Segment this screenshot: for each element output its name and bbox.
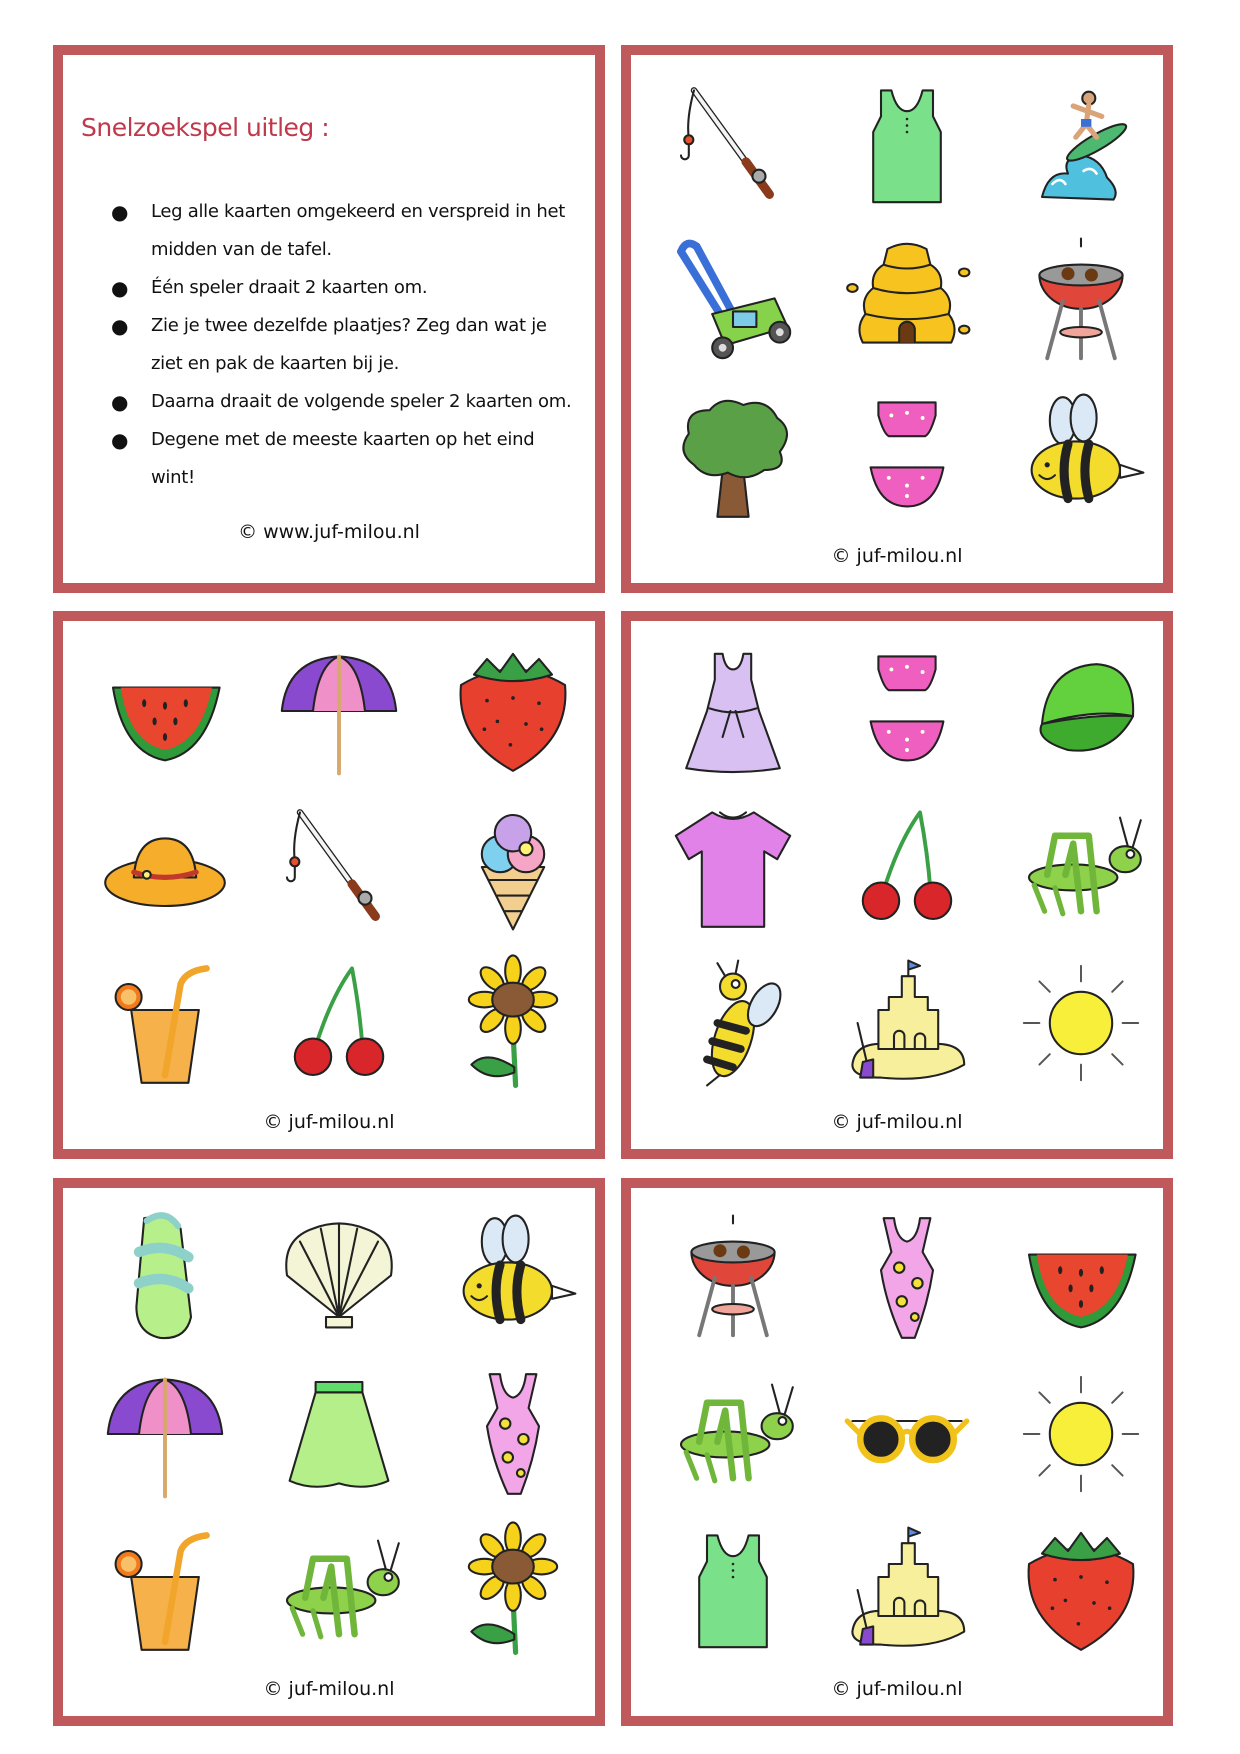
lemonade-icon	[100, 1525, 230, 1655]
grasshopper-icon	[274, 1525, 404, 1655]
picture-cell	[252, 789, 426, 945]
card-footer: © juf-milou.nl	[263, 1678, 395, 1700]
sunglasses-icon	[842, 1369, 972, 1499]
picture-cell	[646, 67, 820, 223]
grasshopper-icon	[668, 1369, 798, 1499]
picture-cell	[426, 1200, 600, 1356]
beach-umbrella-icon	[274, 646, 404, 776]
ice-cream-icon	[448, 802, 578, 932]
picture-grid	[646, 1200, 1168, 1668]
picture-cell	[78, 789, 252, 945]
picture-cell	[646, 945, 820, 1101]
picture-cell	[820, 789, 994, 945]
picture-cell	[78, 1512, 252, 1668]
grasshopper-icon	[1016, 802, 1146, 932]
picture-cell	[820, 1512, 994, 1668]
picture-cell	[78, 1200, 252, 1356]
sunflower-icon	[448, 958, 578, 1088]
shell-icon	[274, 1213, 404, 1343]
dress-icon	[668, 646, 798, 776]
picture-cell	[994, 633, 1168, 789]
wasp-icon	[668, 958, 798, 1088]
rule-item	[111, 193, 573, 269]
bullet-icon: ●	[111, 390, 129, 414]
picture-cell	[78, 1356, 252, 1512]
cherries-icon	[274, 958, 404, 1088]
picture-grid	[646, 67, 1168, 535]
game-card	[53, 611, 605, 1159]
picture-cell	[646, 789, 820, 945]
rule-item	[111, 269, 573, 307]
skirt-icon	[274, 1369, 404, 1499]
picture-cell	[646, 223, 820, 379]
picture-cell	[820, 633, 994, 789]
bullet-icon: ●	[111, 200, 129, 224]
rule-text: Één speler draait 2 kaarten om.	[151, 277, 428, 298]
sun-hat-icon	[100, 802, 230, 932]
tree-icon	[668, 392, 798, 522]
fishing-rod-icon	[274, 802, 404, 932]
lemonade-icon	[100, 958, 230, 1088]
bullet-icon: ●	[111, 428, 129, 452]
picture-cell	[820, 67, 994, 223]
bullet-icon: ●	[111, 314, 129, 338]
card-footer: © juf-milou.nl	[831, 1678, 963, 1700]
t-shirt-icon	[668, 802, 798, 932]
picture-grid	[646, 633, 1168, 1101]
picture-cell	[994, 1356, 1168, 1512]
tank-top-icon	[842, 80, 972, 210]
rule-item	[111, 421, 573, 497]
picture-cell	[426, 1356, 600, 1512]
barbecue-icon	[1016, 236, 1146, 366]
picture-cell	[994, 789, 1168, 945]
rules-list	[111, 193, 573, 497]
picture-cell	[646, 379, 820, 535]
picture-cell	[78, 945, 252, 1101]
rule-item	[111, 307, 573, 383]
sandcastle-icon	[842, 1525, 972, 1655]
bee-icon	[448, 1213, 578, 1343]
bikini-icon	[842, 646, 972, 776]
picture-cell	[820, 223, 994, 379]
picture-cell	[252, 1356, 426, 1512]
beach-umbrella-icon	[100, 1369, 230, 1499]
strawberry-icon	[448, 646, 578, 776]
picture-cell	[646, 1512, 820, 1668]
sandal-icon	[100, 1213, 230, 1343]
picture-cell	[252, 945, 426, 1101]
cap-icon	[1016, 646, 1146, 776]
tank-top-icon	[668, 1525, 798, 1655]
picture-cell	[994, 223, 1168, 379]
picture-cell	[426, 1512, 600, 1668]
picture-cell	[426, 633, 600, 789]
cherries-icon	[842, 802, 972, 932]
rule-text: Daarna draait de volgende speler 2 kaarten om.	[151, 391, 572, 412]
sun-icon	[1016, 1369, 1146, 1499]
picture-cell	[820, 1356, 994, 1512]
picture-cell	[426, 789, 600, 945]
bullet-icon: ●	[111, 276, 129, 300]
picture-cell	[252, 633, 426, 789]
rule-item	[111, 383, 573, 421]
rule-text: Zie je twee dezelfde plaatjes? Zeg dan wat je ziet en pak de kaarten bij je.	[151, 315, 547, 374]
watermelon-icon	[100, 646, 230, 776]
game-card	[53, 1178, 605, 1726]
picture-cell	[994, 945, 1168, 1101]
sunflower-icon	[448, 1525, 578, 1655]
picture-cell	[994, 1200, 1168, 1356]
instructions-title: Snelzoekspel uitleg :	[81, 113, 330, 142]
picture-cell	[820, 945, 994, 1101]
instruction-card	[53, 45, 605, 593]
sandcastle-icon	[842, 958, 972, 1088]
barbecue-icon	[668, 1213, 798, 1343]
picture-cell	[426, 945, 600, 1101]
picture-cell	[994, 379, 1168, 535]
picture-cell	[646, 1356, 820, 1512]
picture-grid	[78, 633, 600, 1101]
bikini-icon	[842, 392, 972, 522]
swimsuit-icon	[842, 1213, 972, 1343]
bee-icon	[1016, 392, 1146, 522]
rule-text: Degene met de meeste kaarten op het eind wint!	[151, 429, 535, 488]
picture-cell	[78, 633, 252, 789]
game-card	[621, 611, 1173, 1159]
sun-icon	[1016, 958, 1146, 1088]
fishing-rod-icon	[668, 80, 798, 210]
picture-cell	[820, 379, 994, 535]
picture-cell	[820, 1200, 994, 1356]
lawn-mower-icon	[668, 236, 798, 366]
game-card	[621, 45, 1173, 593]
picture-cell	[994, 67, 1168, 223]
picture-cell	[994, 1512, 1168, 1668]
watermelon-icon	[1016, 1213, 1146, 1343]
picture-grid	[78, 1200, 600, 1668]
card-footer: © juf-milou.nl	[263, 1111, 395, 1133]
strawberry-icon	[1016, 1525, 1146, 1655]
picture-cell	[646, 633, 820, 789]
website-credit: © www.juf-milou.nl	[238, 521, 420, 543]
picture-cell	[252, 1200, 426, 1356]
surfer-icon	[1016, 80, 1146, 210]
swimsuit-icon	[448, 1369, 578, 1499]
picture-cell	[646, 1200, 820, 1356]
card-footer: © juf-milou.nl	[831, 1111, 963, 1133]
game-card	[621, 1178, 1173, 1726]
picture-cell	[252, 1512, 426, 1668]
rule-text: Leg alle kaarten omgekeerd en verspreid in het midden van de tafel.	[151, 201, 566, 260]
beehive-icon	[842, 236, 972, 366]
card-footer: © juf-milou.nl	[831, 545, 963, 567]
